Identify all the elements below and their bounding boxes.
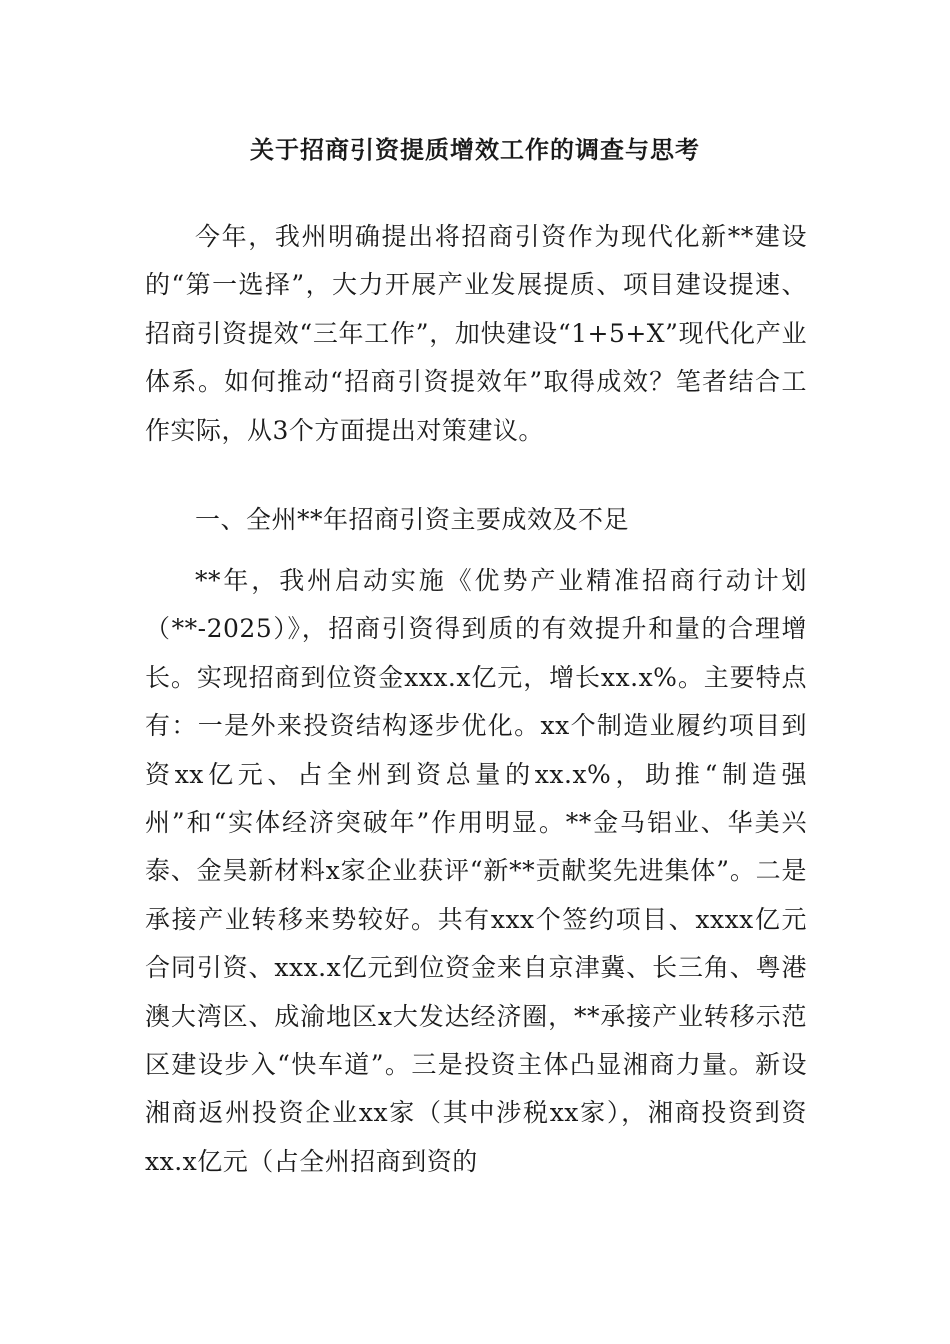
body-paragraph: **年，我州启动实施《优势产业精准招商行动计划（**-2025）》，招商引资得到质的有效提升和量的合理增长。实现招商到位资金xxx.x亿元，增长xx.x%。主要特点有：一是外来投资结构逐步优化。xx个制造业履约项目到资xx亿元、占全州到资总量的xx.x%，助推“制造强州”和“实体经济突破年”作用明显。**金马铝业、华美兴泰、金昊新材料x家企业获评“新**贡献奖先进集体”。二是承接产业转移来势较好。共有xxx个签约项目、xxxx亿元合同引资、xxx.x亿元到位资金来自京津冀、长三角、粤港澳大湾区、成渝地区x大发达经济圈，**承接产业转移示范区建设步入“快车道”。三是投资主体凸显湘商力量。新设湘商返州投资企业xx家（其中涉税xx家），湘商投资到资xx.x亿元（占全州招商到资的 <box>145 566 807 1176</box>
intro-paragraph: 今年，我州明确提出将招商引资作为现代化新**建设的“第一选择”，大力开展产业发展提质、项目建设提速、招商引资提效“三年工作”，加快建设“1+5+X”现代化产业体系。如何推动“招商引资提效年”取得成效？笔者结合工作实际，从3个方面提出对策建议。 <box>145 222 807 445</box>
document-title: 关于招商引资提质增效工作的调查与思考 <box>250 135 700 164</box>
section-heading: 一、全州**年招商引资主要成效及不足 <box>195 505 630 534</box>
